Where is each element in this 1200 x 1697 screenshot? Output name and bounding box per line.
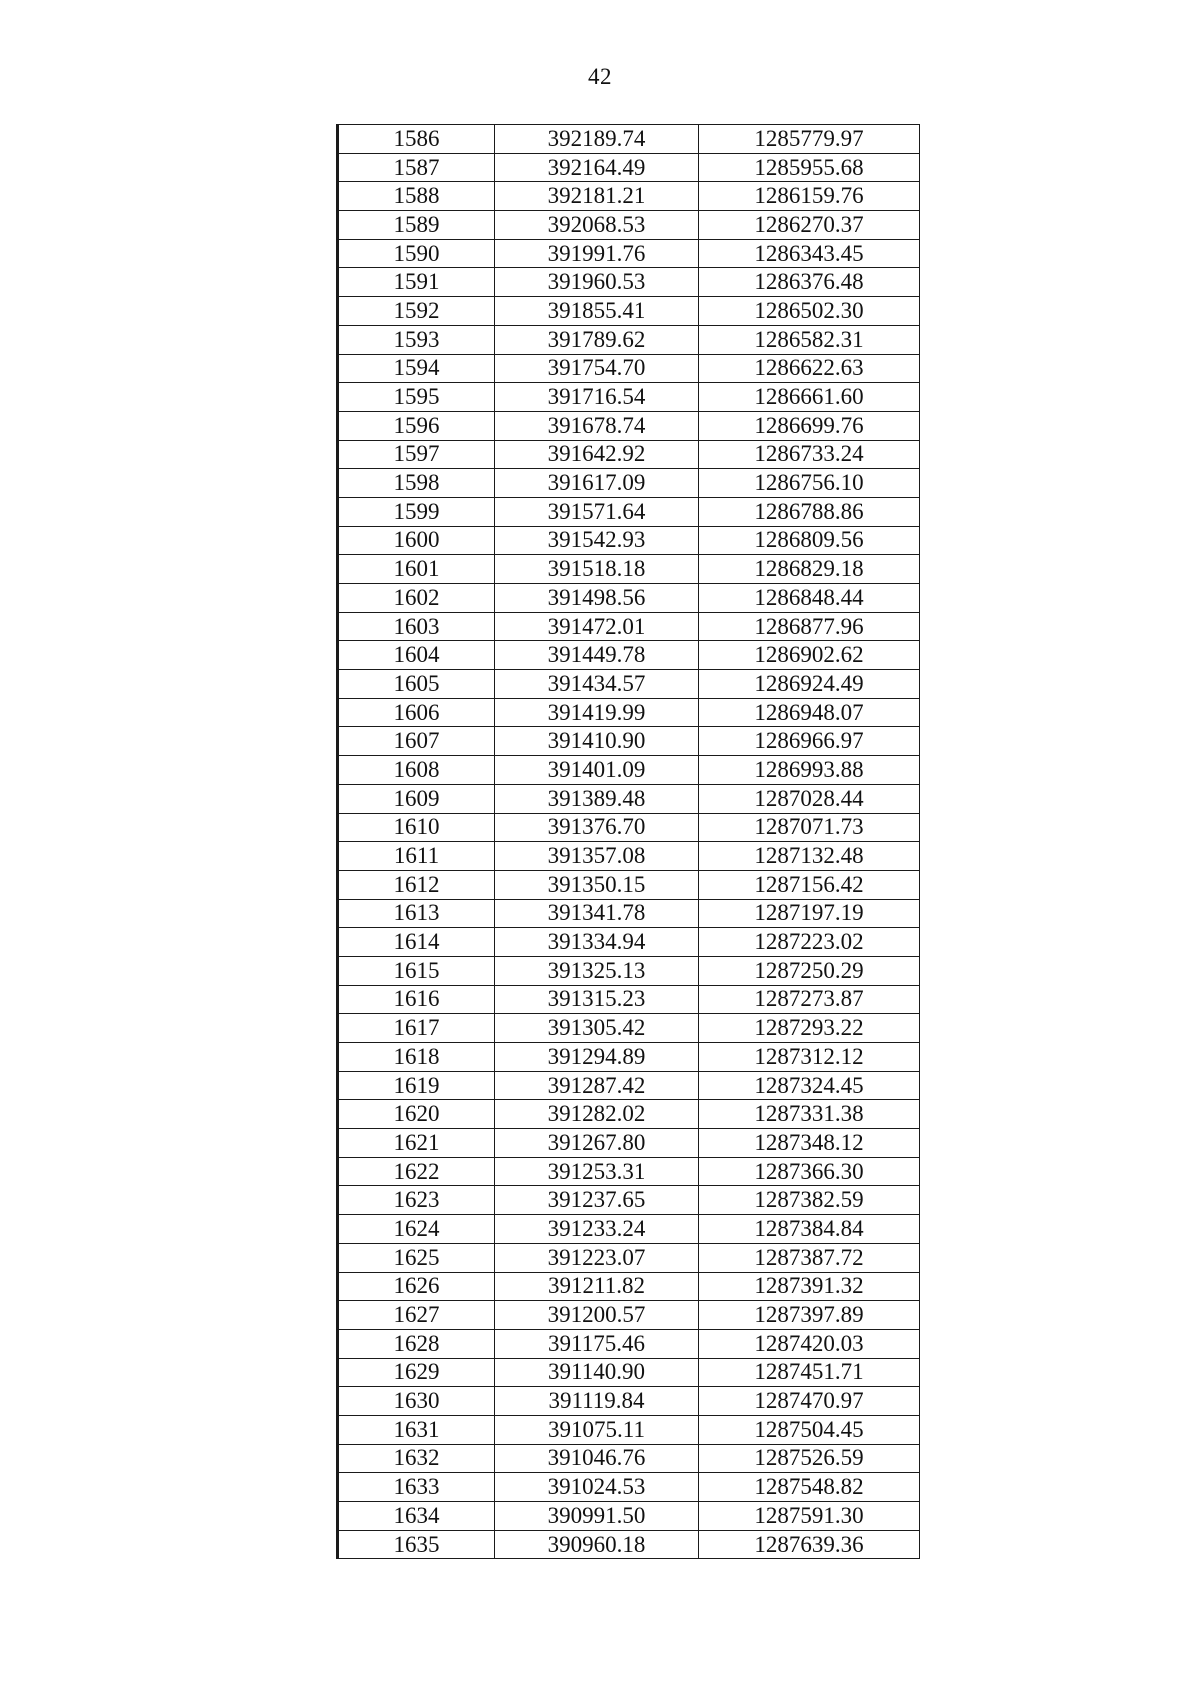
- y-coordinate-cell: 1285779.97: [699, 125, 920, 154]
- x-coordinate-cell: 391200.57: [495, 1301, 699, 1330]
- point-number-cell: 1611: [338, 842, 495, 871]
- x-coordinate-cell: 391716.54: [495, 383, 699, 412]
- x-coordinate-cell: 391175.46: [495, 1329, 699, 1358]
- y-coordinate-cell: 1287639.36: [699, 1530, 920, 1559]
- y-coordinate-cell: 1286877.96: [699, 612, 920, 641]
- point-number-cell: 1589: [338, 211, 495, 240]
- x-coordinate-cell: 391389.48: [495, 784, 699, 813]
- table-row: [338, 670, 920, 699]
- x-coordinate-cell: 391341.78: [495, 899, 699, 928]
- x-coordinate-cell: 390991.50: [495, 1502, 699, 1531]
- table-row: [338, 1129, 920, 1158]
- x-coordinate-cell: 391789.62: [495, 325, 699, 354]
- y-coordinate-cell: 1285955.68: [699, 153, 920, 182]
- x-coordinate-cell: 391287.42: [495, 1071, 699, 1100]
- y-coordinate-cell: 1287397.89: [699, 1301, 920, 1330]
- x-coordinate-cell: 390960.18: [495, 1530, 699, 1559]
- y-coordinate-cell: 1286622.63: [699, 354, 920, 383]
- point-number-cell: 1603: [338, 612, 495, 641]
- y-coordinate-cell: 1287331.38: [699, 1100, 920, 1129]
- y-coordinate-cell: 1287451.71: [699, 1358, 920, 1387]
- y-coordinate-cell: 1287156.42: [699, 870, 920, 899]
- y-coordinate-cell: 1286343.45: [699, 239, 920, 268]
- y-coordinate-cell: 1287391.32: [699, 1272, 920, 1301]
- x-coordinate-cell: 392164.49: [495, 153, 699, 182]
- table-row: [338, 1043, 920, 1072]
- point-number-cell: 1609: [338, 784, 495, 813]
- x-coordinate-cell: 391498.56: [495, 584, 699, 613]
- y-coordinate-cell: 1286376.48: [699, 268, 920, 297]
- y-coordinate-cell: 1286788.86: [699, 497, 920, 526]
- x-coordinate-cell: 391617.09: [495, 469, 699, 498]
- point-number-cell: 1619: [338, 1071, 495, 1100]
- x-coordinate-cell: 391472.01: [495, 612, 699, 641]
- table-row: [338, 1329, 920, 1358]
- y-coordinate-cell: 1287382.59: [699, 1186, 920, 1215]
- x-coordinate-cell: 391542.93: [495, 526, 699, 555]
- x-coordinate-cell: 391434.57: [495, 670, 699, 699]
- point-number-cell: 1598: [338, 469, 495, 498]
- x-coordinate-cell: 391233.24: [495, 1215, 699, 1244]
- y-coordinate-cell: 1287028.44: [699, 784, 920, 813]
- x-coordinate-cell: 391334.94: [495, 928, 699, 957]
- x-coordinate-cell: 392189.74: [495, 125, 699, 154]
- y-coordinate-cell: 1287366.30: [699, 1157, 920, 1186]
- table-row: [338, 1272, 920, 1301]
- point-number-cell: 1632: [338, 1444, 495, 1473]
- point-number-cell: 1622: [338, 1157, 495, 1186]
- y-coordinate-cell: 1287293.22: [699, 1014, 920, 1043]
- y-coordinate-cell: 1286733.24: [699, 440, 920, 469]
- table-row: [338, 1358, 920, 1387]
- table-row: [338, 612, 920, 641]
- x-coordinate-cell: 391075.11: [495, 1415, 699, 1444]
- y-coordinate-cell: 1286948.07: [699, 698, 920, 727]
- y-coordinate-cell: 1286699.76: [699, 411, 920, 440]
- x-coordinate-cell: 391024.53: [495, 1473, 699, 1502]
- x-coordinate-cell: 391294.89: [495, 1043, 699, 1072]
- y-coordinate-cell: 1287591.30: [699, 1502, 920, 1531]
- point-number-cell: 1586: [338, 125, 495, 154]
- y-coordinate-cell: 1286848.44: [699, 584, 920, 613]
- point-number-cell: 1602: [338, 584, 495, 613]
- table-row: [338, 182, 920, 211]
- point-number-cell: 1631: [338, 1415, 495, 1444]
- table-row: [338, 1444, 920, 1473]
- table-row: [338, 440, 920, 469]
- x-coordinate-cell: 391642.92: [495, 440, 699, 469]
- y-coordinate-cell: 1286809.56: [699, 526, 920, 555]
- x-coordinate-cell: 391419.99: [495, 698, 699, 727]
- point-number-cell: 1606: [338, 698, 495, 727]
- x-coordinate-cell: 391518.18: [495, 555, 699, 584]
- point-number-cell: 1610: [338, 813, 495, 842]
- x-coordinate-cell: 391223.07: [495, 1243, 699, 1272]
- x-coordinate-cell: 391571.64: [495, 497, 699, 526]
- table-row: [338, 1100, 920, 1129]
- table-row: [338, 756, 920, 785]
- table-row: [338, 1415, 920, 1444]
- point-number-cell: 1594: [338, 354, 495, 383]
- point-number-cell: 1614: [338, 928, 495, 957]
- y-coordinate-cell: 1286270.37: [699, 211, 920, 240]
- x-coordinate-cell: 391855.41: [495, 297, 699, 326]
- y-coordinate-cell: 1286924.49: [699, 670, 920, 699]
- table-row: [338, 325, 920, 354]
- y-coordinate-cell: 1287223.02: [699, 928, 920, 957]
- point-number-cell: 1596: [338, 411, 495, 440]
- table-row: [338, 698, 920, 727]
- point-number-cell: 1624: [338, 1215, 495, 1244]
- point-number-cell: 1630: [338, 1387, 495, 1416]
- y-coordinate-cell: 1286902.62: [699, 641, 920, 670]
- x-coordinate-cell: 391960.53: [495, 268, 699, 297]
- point-number-cell: 1635: [338, 1530, 495, 1559]
- table-row: [338, 813, 920, 842]
- y-coordinate-cell: 1287324.45: [699, 1071, 920, 1100]
- table-row: [338, 497, 920, 526]
- point-number-cell: 1627: [338, 1301, 495, 1330]
- y-coordinate-cell: 1286159.76: [699, 182, 920, 211]
- point-number-cell: 1620: [338, 1100, 495, 1129]
- point-number-cell: 1590: [338, 239, 495, 268]
- table-row: [338, 899, 920, 928]
- table-row: [338, 784, 920, 813]
- y-coordinate-cell: 1287197.19: [699, 899, 920, 928]
- x-coordinate-cell: 391046.76: [495, 1444, 699, 1473]
- table-row: [338, 1502, 920, 1531]
- table-row: [338, 1530, 920, 1559]
- point-number-cell: 1616: [338, 985, 495, 1014]
- point-number-cell: 1625: [338, 1243, 495, 1272]
- table-row: [338, 268, 920, 297]
- point-number-cell: 1617: [338, 1014, 495, 1043]
- table-row: [338, 125, 920, 154]
- y-coordinate-cell: 1286661.60: [699, 383, 920, 412]
- point-number-cell: 1605: [338, 670, 495, 699]
- y-coordinate-cell: 1287470.97: [699, 1387, 920, 1416]
- table-row: [338, 1014, 920, 1043]
- point-number-cell: 1588: [338, 182, 495, 211]
- y-coordinate-cell: 1287071.73: [699, 813, 920, 842]
- point-number-cell: 1600: [338, 526, 495, 555]
- y-coordinate-cell: 1287548.82: [699, 1473, 920, 1502]
- x-coordinate-cell: 391350.15: [495, 870, 699, 899]
- table-row: [338, 153, 920, 182]
- y-coordinate-cell: 1287312.12: [699, 1043, 920, 1072]
- point-number-cell: 1607: [338, 727, 495, 756]
- table-row: [338, 1186, 920, 1215]
- table-row: [338, 641, 920, 670]
- point-number-cell: 1626: [338, 1272, 495, 1301]
- table-row: [338, 239, 920, 268]
- table-row: [338, 211, 920, 240]
- point-number-cell: 1601: [338, 555, 495, 584]
- point-number-cell: 1613: [338, 899, 495, 928]
- table-row: [338, 928, 920, 957]
- y-coordinate-cell: 1287504.45: [699, 1415, 920, 1444]
- x-coordinate-cell: 391754.70: [495, 354, 699, 383]
- x-coordinate-cell: 391253.31: [495, 1157, 699, 1186]
- point-number-cell: 1592: [338, 297, 495, 326]
- table-row: [338, 842, 920, 871]
- y-coordinate-cell: 1287250.29: [699, 956, 920, 985]
- coordinates-table: [336, 124, 920, 1559]
- point-number-cell: 1587: [338, 153, 495, 182]
- point-number-cell: 1628: [338, 1329, 495, 1358]
- y-coordinate-cell: 1286966.97: [699, 727, 920, 756]
- y-coordinate-cell: 1286993.88: [699, 756, 920, 785]
- table-row: [338, 1473, 920, 1502]
- point-number-cell: 1599: [338, 497, 495, 526]
- table-row: [338, 411, 920, 440]
- x-coordinate-cell: 391315.23: [495, 985, 699, 1014]
- y-coordinate-cell: 1287526.59: [699, 1444, 920, 1473]
- table-row: [338, 297, 920, 326]
- table-row: [338, 727, 920, 756]
- point-number-cell: 1615: [338, 956, 495, 985]
- y-coordinate-cell: 1287348.12: [699, 1129, 920, 1158]
- table-row: [338, 1387, 920, 1416]
- x-coordinate-cell: 392181.21: [495, 182, 699, 211]
- x-coordinate-cell: 391376.70: [495, 813, 699, 842]
- y-coordinate-cell: 1287420.03: [699, 1329, 920, 1358]
- point-number-cell: 1604: [338, 641, 495, 670]
- table-row: [338, 555, 920, 584]
- x-coordinate-cell: 391410.90: [495, 727, 699, 756]
- y-coordinate-cell: 1287387.72: [699, 1243, 920, 1272]
- point-number-cell: 1633: [338, 1473, 495, 1502]
- page-number: 42: [588, 64, 612, 89]
- point-number-cell: 1618: [338, 1043, 495, 1072]
- table-row: [338, 1215, 920, 1244]
- x-coordinate-cell: 391211.82: [495, 1272, 699, 1301]
- x-coordinate-cell: 391305.42: [495, 1014, 699, 1043]
- point-number-cell: 1591: [338, 268, 495, 297]
- x-coordinate-cell: 392068.53: [495, 211, 699, 240]
- table-row: [338, 383, 920, 412]
- table-row: [338, 956, 920, 985]
- table-row: [338, 1243, 920, 1272]
- y-coordinate-cell: 1287273.87: [699, 985, 920, 1014]
- x-coordinate-cell: 391678.74: [495, 411, 699, 440]
- point-number-cell: 1597: [338, 440, 495, 469]
- table-row: [338, 584, 920, 613]
- table-row: [338, 985, 920, 1014]
- point-number-cell: 1623: [338, 1186, 495, 1215]
- x-coordinate-cell: 391449.78: [495, 641, 699, 670]
- x-coordinate-cell: 391140.90: [495, 1358, 699, 1387]
- x-coordinate-cell: 391325.13: [495, 956, 699, 985]
- table-row: [338, 1301, 920, 1330]
- table-row: [338, 1071, 920, 1100]
- point-number-cell: 1593: [338, 325, 495, 354]
- y-coordinate-cell: 1286756.10: [699, 469, 920, 498]
- table-row: [338, 1157, 920, 1186]
- point-number-cell: 1629: [338, 1358, 495, 1387]
- x-coordinate-cell: 391267.80: [495, 1129, 699, 1158]
- x-coordinate-cell: 391401.09: [495, 756, 699, 785]
- table-row: [338, 354, 920, 383]
- y-coordinate-cell: 1286582.31: [699, 325, 920, 354]
- x-coordinate-cell: 391237.65: [495, 1186, 699, 1215]
- y-coordinate-cell: 1287384.84: [699, 1215, 920, 1244]
- y-coordinate-cell: 1286829.18: [699, 555, 920, 584]
- y-coordinate-cell: 1287132.48: [699, 842, 920, 871]
- table-row: [338, 870, 920, 899]
- table-row: [338, 469, 920, 498]
- table-row: [338, 526, 920, 555]
- point-number-cell: 1634: [338, 1502, 495, 1531]
- point-number-cell: 1608: [338, 756, 495, 785]
- x-coordinate-cell: 391282.02: [495, 1100, 699, 1129]
- x-coordinate-cell: 391357.08: [495, 842, 699, 871]
- x-coordinate-cell: 391119.84: [495, 1387, 699, 1416]
- y-coordinate-cell: 1286502.30: [699, 297, 920, 326]
- point-number-cell: 1612: [338, 870, 495, 899]
- coordinates-table-body: [338, 125, 920, 1559]
- point-number-cell: 1621: [338, 1129, 495, 1158]
- point-number-cell: 1595: [338, 383, 495, 412]
- x-coordinate-cell: 391991.76: [495, 239, 699, 268]
